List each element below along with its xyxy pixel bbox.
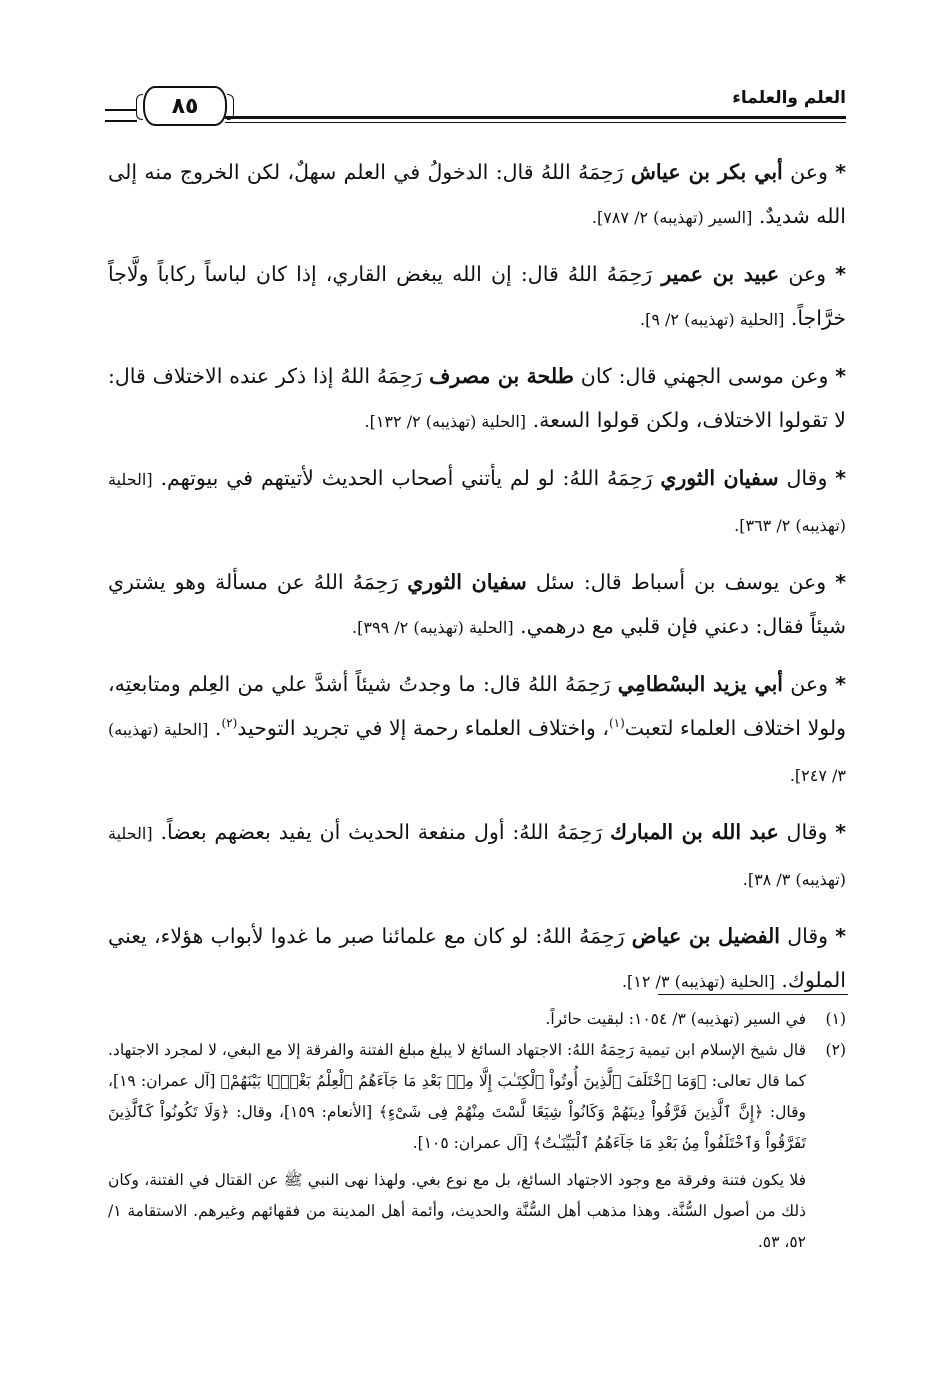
scholar-name: سفيان الثوري — [407, 570, 527, 594]
entry-intro: وعن موسى الجهني قال: كان — [580, 364, 829, 388]
source-reference: [الحلية (تهذيبه) ٣/ ٣٨]. — [108, 824, 846, 889]
footnote-text: قال شيخ الإسلام ابن تيمية رَحِمَهُ اللهُ: الاجتهاد السائغ لا يبلغ مبلغ الفتنة والفرقة إلا مع البغي، لا لمجرد الاجتهاد. كما قال تعالى: ﴿وَمَا ٱخْتَلَفَ ٱلَّذِينَ أُوتُواْ ٱلْكِتَـٰبَ إِلَّا مِنۢ بَعْدِ مَا جَآءَهُمُ ٱلْعِلْمُ بَغْيًۢا بَيْنَهُمْ﴾ [آل عمران: ١٩]، وقال: ﴿إِنَّ ٱلَّذِينَ فَرَّقُواْ دِينَهُمْ وَكَانُواْ شِيَعًا لَّسْتَ مِنْهُمْ فِى شَىْءٍ﴾ [الأنعام: ١٥٩]، وقال: ﴿وَلَا تَكُونُواْ كَٱلَّذِينَ تَفَرَّقُواْ وَٱخْتَلَفُواْ مِنۢ بَعْدِ مَا جَآءَهُمُ ٱلْبَيِّنَـٰتُ﴾ [آل عمران: ١٠٥]. — [108, 1041, 806, 1152]
entry-text: قال: ما وجدتُ شيئاً أشدَّ علي من العِلم ومتابعتِه، ولولا اختلاف العلماء لتعبت — [108, 672, 846, 740]
scholar-name: الفضيل بن عياض — [631, 924, 780, 948]
star-marker: * — [835, 262, 846, 286]
source-reference: [الحلية (تهذيبه) ٢/ ٣٦٣]. — [108, 470, 846, 535]
entry-text: إذا ذكر عنده الاختلاف قال: لا تقولوا الاختلاف، ولكن قولوا السعة. — [108, 364, 846, 432]
entry-text: : لو كان مع علمائنا صبر ما غدوا لأبواب هؤلاء، يعني الملوك. — [108, 924, 846, 992]
header-rule-thick — [225, 116, 846, 119]
page-number: ٨٥ — [171, 93, 199, 119]
footnote-text: في السير (تهذيبه) ٣/ ١٠٥٤: لبقيت حائراً. — [545, 1010, 806, 1028]
header-rule-thin — [225, 122, 846, 123]
entry — [108, 354, 846, 444]
source-reference: [الحلية (تهذيبه) ٣/ ١٢]. — [621, 972, 775, 991]
honorific: رَحِمَهُ اللهُ — [313, 570, 399, 594]
entry-text: : أول منفعة الحديث أن يفيد بعضهم بعضاً. — [160, 820, 520, 844]
entry-text: عن مسألة وهو يشتري شيئاً فقال: دعني فإن قلبي مع درهمي. — [108, 570, 846, 638]
footnote-ref-2[interactable]: (٢) — [221, 716, 238, 731]
entry-intro: وعن — [790, 160, 828, 184]
source-reference: [السير (تهذيبه) ٢/ ٧٨٧]. — [591, 208, 753, 227]
entry — [108, 456, 846, 548]
entry — [108, 560, 846, 650]
entry — [108, 252, 846, 342]
star-marker: * — [835, 924, 846, 948]
star-marker: * — [835, 466, 846, 490]
scholar-name: طلحة بن مصرف — [429, 364, 574, 388]
entry-intro: وعن — [790, 672, 828, 696]
entry-intro: وعن — [788, 262, 827, 286]
entry — [108, 810, 846, 902]
entry — [108, 914, 846, 1004]
main-text — [108, 150, 846, 1016]
scholar-name: أبي يزيد البسْطامِي — [617, 672, 783, 696]
honorific: رَحِمَهُ اللهُ — [519, 820, 603, 844]
source-reference: [الحلية (تهذيبه) ٢/ ٩]. — [640, 310, 785, 329]
footnote-continuation: فلا يكون فتنة وفرقة مع وجود الاجتهاد السائغ، بل مع نوع بغي. ولهذا نهى النبي ﷺ عن القتال في الفتنة، وكان ذلك من أصول السُّنَّة. وهذا مذهب أهل السُّنَّة والحديث، وأئمة أهل المدينة من فقهائهم وغيرهم. الاستقامة ١/ ٥٢، ٥٣. — [108, 1171, 806, 1251]
page-number-frame — [143, 86, 227, 126]
honorific: رَحِمَهُ اللهُ — [542, 924, 625, 948]
page-header — [105, 86, 846, 126]
scholar-name: عبد الله بن المبارك — [610, 820, 779, 844]
header-ornament-lines — [105, 109, 137, 122]
entry — [108, 662, 846, 798]
star-marker: * — [835, 570, 846, 594]
star-marker: * — [835, 160, 846, 184]
entry-text: قال: إن الله يبغض القاري، إذا كان لباساً ركاباً ولَّاجاً خرَّاجاً. — [108, 262, 846, 330]
footnote-separator — [658, 994, 848, 995]
honorific: رَحِمَهُ اللهُ — [567, 262, 653, 286]
scholar-name: سفيان الثوري — [660, 466, 779, 490]
entry-text: : لو لم يأتني أصحاب الحديث لأتيتهم في بيوتهم. — [160, 466, 570, 490]
footnote-number: (١) — [825, 1010, 846, 1028]
footnote-2 — [108, 1035, 846, 1258]
honorific: رَحِمَهُ اللهُ — [569, 466, 653, 490]
entry-intro: وقال — [786, 820, 828, 844]
honorific: رَحِمَهُ اللهُ — [340, 364, 423, 388]
honorific: رَحِمَهُ اللهُ — [541, 160, 624, 184]
source-reference: [الحلية (تهذيبه) ٢/ ٣٩٩]. — [352, 618, 514, 637]
scholar-name: عبيد بن عمير — [661, 262, 780, 286]
source-reference: [الحلية (تهذيبه) ٣/ ٢٤٧]. — [108, 720, 846, 785]
entry — [108, 150, 846, 240]
footnote-1 — [108, 1004, 846, 1035]
source-reference: [الحلية (تهذيبه) ٢/ ١٣٢]. — [364, 412, 527, 431]
entry-intro: وعن يوسف بن أسباط قال: سئل — [535, 570, 827, 594]
running-title: العلم والعلماء — [732, 88, 846, 108]
honorific: رَحِمَهُ اللهُ — [528, 672, 611, 696]
entry-intro: وقال — [787, 924, 829, 948]
entry-text: قال: الدخولُ في العلم سهلٌ، لكن الخروج منه إلى الله شديدٌ. — [108, 160, 846, 228]
entry-text-end: . — [214, 716, 222, 740]
entry-text-cont: ، واختلاف العلماء رحمة إلا في تجريد التوحيد — [237, 716, 609, 740]
star-marker: * — [835, 820, 846, 844]
star-marker: * — [835, 672, 846, 696]
entry-intro: وقال — [786, 466, 828, 490]
scholar-name: أبي بكر بن عياش — [630, 160, 783, 184]
footnotes — [108, 1004, 846, 1258]
star-marker: * — [835, 364, 846, 388]
footnote-ref-1[interactable]: (١) — [608, 716, 625, 731]
footnote-number: (٢) — [825, 1041, 846, 1059]
